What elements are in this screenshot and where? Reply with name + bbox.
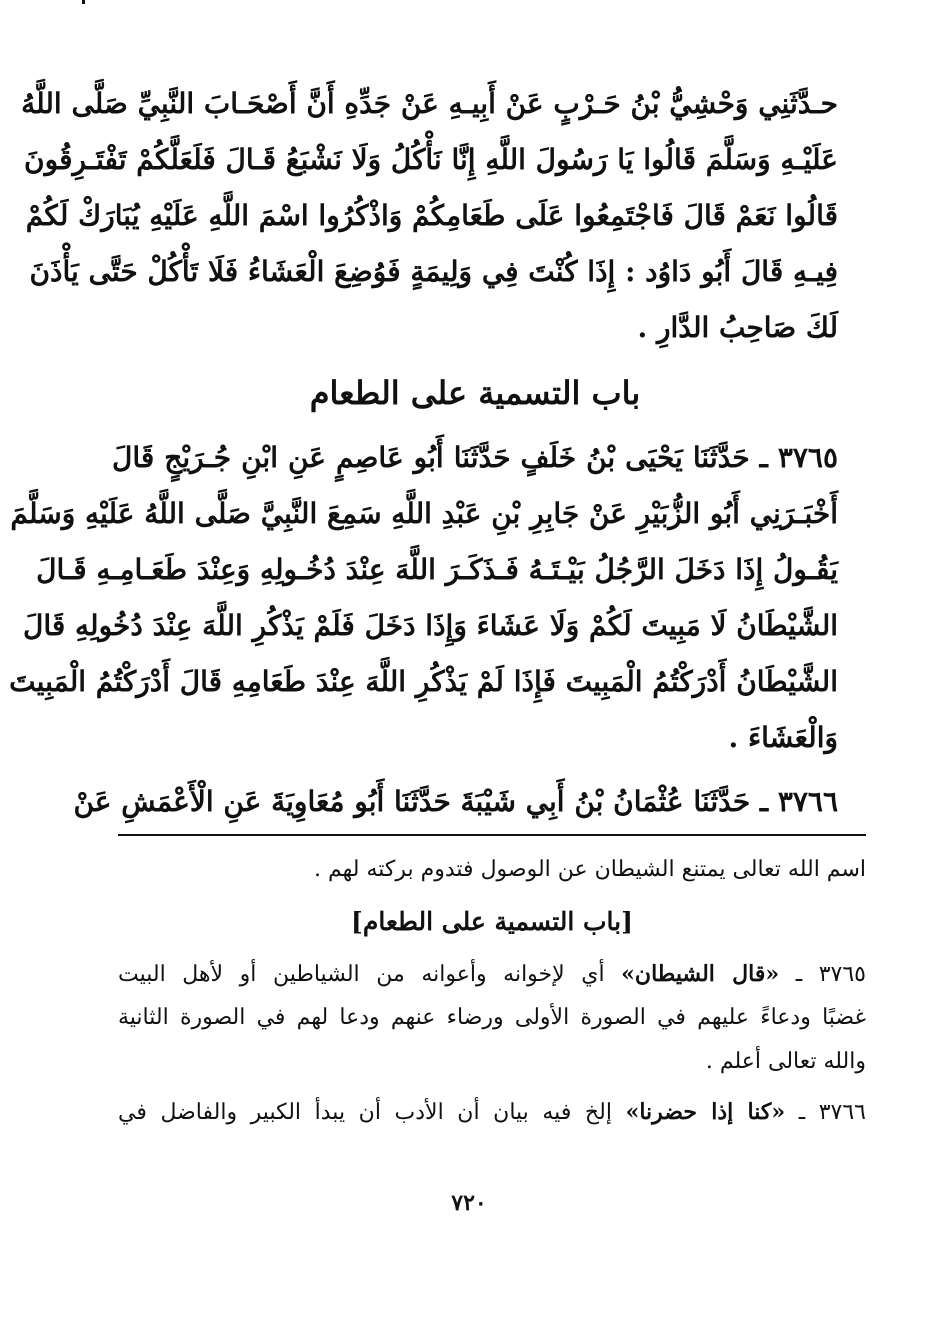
commentary-3766-line <box>118 1090 866 1134</box>
footnote-divider <box>118 834 866 836</box>
commentary-quote: «قال الشيطان» <box>621 961 780 987</box>
text-line: قَالُوا نَعَمْ قَالَ فَاجْتَمِعُوا عَلَى طَعَامِكُمْ وَاذْكُرُوا اسْمَ اللَّهِ عَلَيْهِ يُبَارَكْ لَكُمْ <box>25 199 838 232</box>
hadith-3765-line: وَالْعَشَاءَ . <box>728 721 838 754</box>
text-line: عَلَيْـهِ وَسَلَّمَ قَالُوا يَا رَسُولَ اللَّهِ إِنَّا نَأْكُلُ وَلَا نَشْبَعُ قَـالَ فَلَعَلَّكُمْ تَفْتَـرِقُونَ <box>24 143 838 176</box>
hadith-3765-line: الشَّيْطَانُ لَا مَبِيتَ لَكُمْ وَلَا عَشَاءَ وَإِذَا دَخَلَ فَلَمْ يَذْكُرِ اللَّهَ عِنْدَ دُخُولِهِ قَالَ <box>23 609 838 642</box>
commentary-3765-line: غضبًا ودعاءً عليهم في الصورة الأولى ورضاء عنهم ودعا لهم في الصورة الثانية <box>118 1005 866 1030</box>
text-line: فِيـهِ قَالَ أَبُو دَاوُد : إِذَا كُنْتَ فِي وَلِيمَةٍ فَوُضِعَ الْعَشَاءُ فَلَا تَأْكُلْ حَتَّى يَأْذَنَ <box>29 255 838 288</box>
hadith-3765-line: أَخْبَـرَنِي أَبُو الزُّبَيْرِ عَنْ جَابِرِ بْنِ عَبْدِ اللَّهِ سَمِعَ النَّبِيَّ صَلَّى اللَّهُ عَلَيْهِ وَسَلَّمَ <box>10 497 838 530</box>
commentary-3765-line <box>118 952 866 996</box>
commentary-text: إلخ فيه بيان أن الأدب أن يبدأ الكبير والفاضل في <box>118 1100 612 1125</box>
text-line: لَكَ صَاحِبُ الدَّارِ . <box>637 311 838 344</box>
page-number: ٧٢٠ <box>451 1190 487 1216</box>
commentary-text: أي لإخوانه وأعوانه من الشياطين أو لأهل البيت <box>118 962 605 987</box>
hadith-3765-line: يَقُـولُ إِذَا دَخَلَ الرَّجُلُ بَيْـتَـهُ فَـذَكَـرَ اللَّهَ عِنْدَ دُخُـولِهِ وَعِنْدَ طَعَـامِـهِ قَـالَ <box>36 553 838 586</box>
commentary-quote: «كنا إذا حضرنا» <box>625 1099 786 1125</box>
chapter-heading: باب التسمية على الطعام <box>309 374 641 412</box>
commentary-number: ٣٧٦٥ ـ <box>795 962 866 987</box>
scan-mark <box>82 0 85 4</box>
text-line: حـدَّثَنِي وَحْشِيُّ بْنُ حَـرْبٍ عَنْ أَبِيـهِ عَنْ جَدِّهِ أَنَّ أَصْحَـابَ النَّبِيِّ صَلَّى اللَّهُ <box>21 87 838 120</box>
commentary-number: ٣٧٦٦ ـ <box>798 1100 866 1125</box>
hadith-3765-line: الشَّيْطَانُ أَدْرَكْتُمُ الْمَبِيتَ فَإِذَا لَمْ يَذْكُرِ اللَّهَ عِنْدَ طَعَامِهِ قَالَ أَدْرَكْتُمُ الْمَبِيتَ <box>9 665 838 698</box>
commentary-block <box>118 848 866 1134</box>
main-text-block <box>9 76 838 830</box>
hadith-3766-line: ٣٧٦٦ ـ حَدَّثَنَا عُثْمَانُ بْنُ أَبِي شَيْبَةَ حَدَّثَنَا أَبُو مُعَاوِيَةَ عَنِ الْأَعْمَشِ عَنْ <box>73 785 838 818</box>
commentary-heading: [باب التسمية على الطعام] <box>351 907 633 936</box>
commentary-line: اسم الله تعالى يمتنع الشيطان عن الوصول فتدوم بركته لهم . <box>314 857 866 882</box>
commentary-3765-line: والله تعالى أعلم . <box>705 1049 866 1074</box>
hadith-3765-line: ٣٧٦٥ ـ حَدَّثَنَا يَحْيَى بْنُ خَلَفٍ حَدَّثَنَا أَبُو عَاصِمٍ عَنِ ابْنِ جُـرَيْجٍ قَالَ <box>112 441 838 474</box>
